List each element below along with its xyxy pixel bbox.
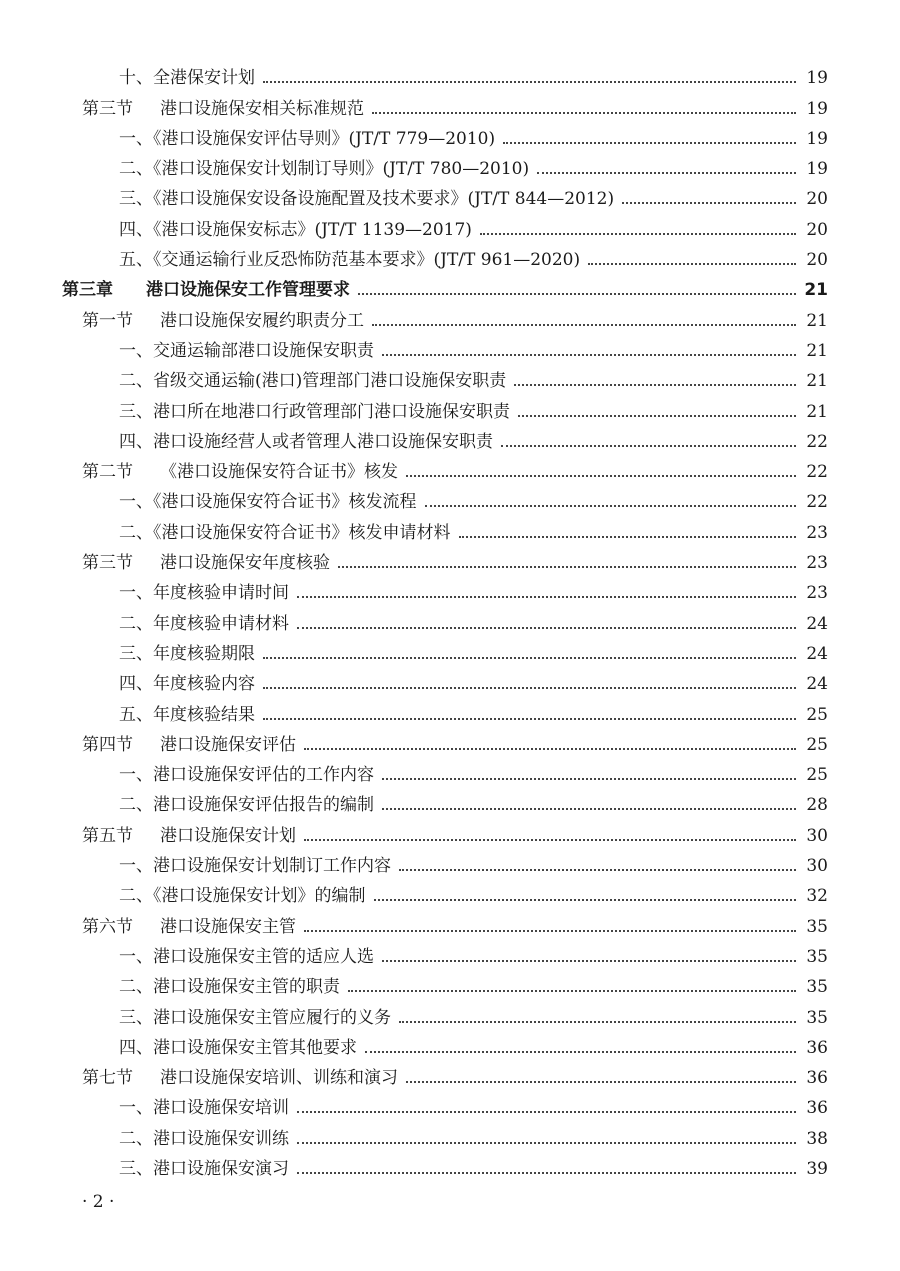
toc-entry-text: 十、全港保安计划 [119,68,255,89]
toc-item-row [62,482,828,512]
toc-entry-title [82,735,296,755]
toc-entry-text: 二、港口设施保安评估报告的编制 [119,795,374,816]
toc-entry-text: 一、港口设施保安主管的适应人选 [119,946,374,967]
toc-item-row [62,58,828,88]
dot-leader [365,1051,796,1053]
dot-leader [304,839,796,841]
toc-entry-label: 第二节 [82,462,133,483]
toc-entry-title [119,402,510,422]
toc-entry-title [119,765,374,785]
toc-item-row [62,240,828,270]
toc-entry-title [82,826,296,846]
dot-leader [537,172,796,174]
toc-item-row [62,664,828,694]
toc-item-row [62,1088,828,1118]
toc-item-row [62,1118,828,1148]
toc-entry-title [119,947,374,967]
toc-item-row [62,694,828,724]
toc-section-row [62,300,828,330]
toc-section-row [62,88,828,118]
toc-entry-title [119,614,289,634]
toc-entry-page: 36 [806,1068,828,1089]
toc-item-row [62,361,828,391]
toc-item-row [62,997,828,1027]
toc-entry-title [119,1159,289,1179]
dot-leader [406,1081,796,1083]
toc-entry-title [119,492,417,512]
toc-item-row [62,422,828,452]
dot-leader [358,293,796,295]
toc-item-row [62,179,828,209]
toc-entry-text: 二、港口设施保安主管的职责 [119,977,340,998]
toc-entry-text: 二、《港口设施保安计划》的编制 [119,886,366,907]
dot-leader [622,202,796,204]
toc-item-row [62,755,828,785]
toc-entry-title [119,341,374,361]
toc-entry-page: 24 [806,643,828,664]
toc-entry-page: 39 [806,1158,828,1179]
toc-entry-label: 第一节 [82,310,133,331]
toc-entry-title [82,917,296,937]
toc-entry-title [119,220,472,240]
dot-leader [297,596,796,598]
dot-leader [374,899,797,901]
toc-entry-label: 第六节 [82,916,133,937]
toc-entry-text: 一、《港口设施保安评估导则》(JT/T 779—2010) [119,128,496,149]
toc-entry-text: 港口设施保安评估 [160,734,296,755]
toc-entry-label: 第五节 [82,825,133,846]
toc-entry-title [119,886,366,906]
toc-item-row [62,937,828,967]
table-of-contents [62,58,828,1179]
dot-leader [399,869,796,871]
toc-entry-text: 港口设施保安相关标准规范 [160,98,364,119]
toc-entry-page: 38 [806,1128,828,1149]
toc-entry-label: 第三节 [82,98,133,119]
toc-entry-label: 第四节 [82,734,133,755]
toc-entry-page: 35 [806,916,828,937]
toc-entry-page: 23 [806,522,828,543]
toc-entry-page: 24 [806,613,828,634]
toc-entry-title [82,311,364,331]
toc-item-row [62,391,828,421]
toc-section-row [62,815,828,845]
toc-entry-text: 二、省级交通运输(港口)管理部门港口设施保安职责 [119,371,507,392]
toc-entry-page: 25 [806,704,828,725]
toc-entry-text: 五、年度核验结果 [119,704,255,725]
toc-entry-text: 港口设施保安工作管理要求 [146,280,350,301]
toc-item-row [62,119,828,149]
dot-leader [425,505,797,507]
toc-entry-text: 三、年度核验期限 [119,643,255,664]
dot-leader [459,536,797,538]
toc-item-row [62,846,828,876]
toc-entry-title [82,553,330,573]
toc-entry-text: 港口设施保安培训、训练和演习 [160,1068,398,1089]
toc-entry-title [82,99,364,119]
toc-item-row [62,634,828,664]
toc-entry-title [119,977,340,997]
dot-leader [514,384,796,386]
toc-entry-title [119,1129,289,1149]
toc-entry-title [119,371,506,391]
dot-leader [263,81,796,83]
dot-leader [372,324,796,326]
toc-entry-title [119,250,580,270]
toc-entry-page: 19 [806,128,828,149]
toc-entry-text: 四、年度核验内容 [119,674,255,695]
toc-section-row [62,543,828,573]
toc-item-row [62,573,828,603]
toc-item-row [62,603,828,633]
toc-entry-text: 港口设施保安主管 [160,916,296,937]
toc-entry-title [82,1068,398,1088]
toc-entry-text: 一、港口设施保安培训 [119,1098,289,1119]
toc-entry-title [119,705,255,725]
toc-entry-title [119,189,614,209]
toc-entry-page: 28 [806,795,828,816]
toc-entry-label: 第三节 [82,553,133,574]
dot-leader [588,263,796,265]
toc-entry-page: 32 [806,886,828,907]
toc-entry-page: 22 [806,462,828,483]
toc-entry-title [119,856,391,876]
toc-entry-title [119,68,255,88]
dot-leader [297,1142,796,1144]
toc-entry-text: 二、港口设施保安训练 [119,1128,289,1149]
toc-entry-text: 二、《港口设施保安符合证书》核发申请材料 [119,522,451,543]
toc-entry-text: 五、《交通运输行业反恐怖防范基本要求》(JT/T 961—2020) [119,250,581,271]
dot-leader [348,990,796,992]
dot-leader [382,354,796,356]
toc-entry-text: 四、《港口设施保安标志》(JT/T 1139—2017) [119,219,472,240]
dot-leader [304,930,796,932]
toc-entry-page: 25 [806,734,828,755]
toc-entry-page: 23 [806,553,828,574]
toc-entry-title [119,432,493,452]
toc-section-row [62,906,828,936]
toc-entry-page: 21 [806,310,828,331]
toc-entry-text: 二、年度核验申请材料 [119,613,289,634]
dot-leader [297,1172,796,1174]
toc-entry-text: 一、《港口设施保安符合证书》核发流程 [119,492,417,513]
toc-entry-text: 一、年度核验申请时间 [119,583,289,604]
toc-entry-text: 港口设施保安年度核验 [160,553,330,574]
toc-entry-page: 30 [806,825,828,846]
toc-entry-text: 四、港口设施经营人或者管理人港口设施保安职责 [119,431,493,452]
toc-entry-title [119,129,495,149]
toc-entry-page: 20 [806,250,828,271]
toc-entry-text: 《港口设施保安符合证书》核发 [160,462,398,483]
toc-entry-page: 23 [806,583,828,604]
dot-leader [501,445,796,447]
toc-entry-title [119,1008,391,1028]
toc-section-row [62,452,828,482]
dot-leader [263,657,796,659]
toc-item-row [62,876,828,906]
dot-leader [304,748,796,750]
toc-entry-page: 21 [804,280,828,301]
toc-entry-text: 港口设施保安计划 [160,825,296,846]
toc-entry-title [119,674,255,694]
toc-entry-page: 22 [806,431,828,452]
toc-entry-title [119,644,255,664]
dot-leader [297,1111,796,1113]
toc-entry-text: 港口设施保安履约职责分工 [160,310,364,331]
toc-entry-page: 21 [806,401,828,422]
toc-chapter-row [62,270,828,300]
toc-entry-title [82,462,398,482]
dot-leader [263,687,796,689]
toc-entry-label: 第七节 [82,1068,133,1089]
toc-entry-page: 36 [806,1098,828,1119]
toc-entry-title [119,1098,289,1118]
dot-leader [382,778,796,780]
toc-item-row [62,331,828,361]
toc-entry-title [119,1038,357,1058]
dot-leader [480,233,796,235]
toc-entry-text: 一、交通运输部港口设施保安职责 [119,340,374,361]
dot-leader [406,475,796,477]
toc-entry-page: 19 [806,68,828,89]
toc-entry-text: 四、港口设施保安主管其他要求 [119,1037,357,1058]
toc-entry-page: 36 [806,1037,828,1058]
toc-entry-text: 三、港口设施保安演习 [119,1158,289,1179]
toc-entry-text: 三、港口设施保安主管应履行的义务 [119,1007,391,1028]
dot-leader [297,627,796,629]
toc-item-row [62,785,828,815]
toc-entry-text: 二、《港口设施保安计划制订导则》(JT/T 780—2010) [119,159,530,180]
toc-entry-page: 30 [806,856,828,877]
toc-entry-title [119,795,374,815]
toc-entry-text: 一、港口设施保安评估的工作内容 [119,765,374,786]
toc-entry-text: 一、港口设施保安计划制订工作内容 [119,856,391,877]
toc-entry-title [62,280,350,300]
toc-item-row [62,1149,828,1179]
toc-entry-title [119,523,451,543]
toc-entry-page: 21 [806,371,828,392]
toc-entry-page: 24 [806,674,828,695]
toc-item-row [62,967,828,997]
toc-entry-page: 35 [806,946,828,967]
dot-leader [382,808,796,810]
toc-entry-page: 20 [806,189,828,210]
toc-entry-title [119,583,289,603]
toc-entry-page: 35 [806,977,828,998]
toc-entry-page: 22 [806,492,828,513]
toc-entry-label: 第三章 [62,280,113,301]
dot-leader [503,142,796,144]
dot-leader [518,415,796,417]
toc-entry-page: 35 [806,1007,828,1028]
dot-leader [399,1021,796,1023]
toc-entry-page: 20 [806,219,828,240]
dot-leader [372,112,796,114]
toc-entry-title [119,159,529,179]
toc-entry-text: 三、《港口设施保安设备设施配置及技术要求》(JT/T 844—2012) [119,189,615,210]
toc-entry-text: 三、港口所在地港口行政管理部门港口设施保安职责 [119,401,510,422]
toc-item-row [62,149,828,179]
toc-item-row [62,512,828,542]
toc-item-row [62,1028,828,1058]
toc-entry-page: 21 [806,340,828,361]
toc-section-row [62,725,828,755]
dot-leader [263,718,796,720]
dot-leader [382,960,796,962]
toc-entry-page: 19 [806,98,828,119]
dot-leader [338,566,796,568]
toc-entry-page: 19 [806,159,828,180]
page-number: · 2 · [82,1192,115,1212]
toc-item-row [62,209,828,239]
toc-entry-page: 25 [806,765,828,786]
toc-section-row [62,1058,828,1088]
